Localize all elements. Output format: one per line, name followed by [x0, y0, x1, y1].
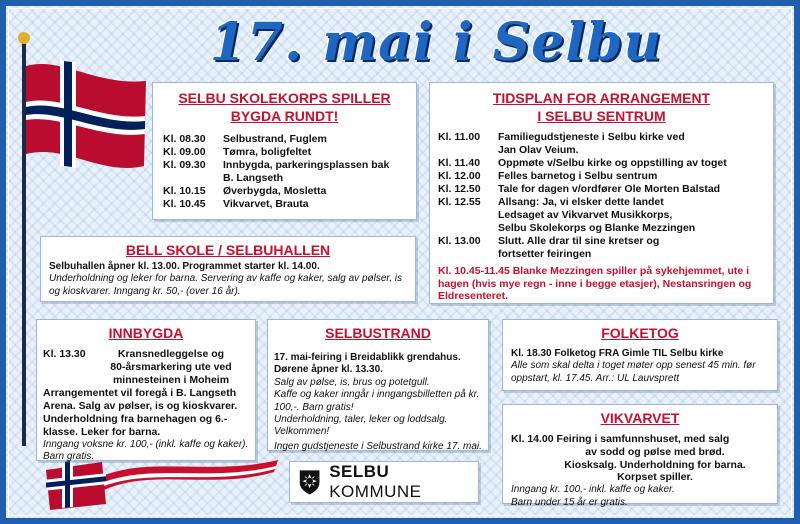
- tidsplan-time: Kl. 12.55: [438, 196, 481, 208]
- selbustrand-heading: SELBUSTRAND: [325, 325, 431, 341]
- tidsplan-event: Familiegudstjeneste i Selbu kirke ved Jan Olav Veium.: [498, 131, 685, 156]
- skolekorps-heading-line2: BYGDA RUNDT!: [230, 108, 339, 124]
- tidsplan-heading-line1: TIDSPLAN FOR ARRANGEMENT: [492, 90, 711, 106]
- panel-vikvarvet: [502, 404, 778, 508]
- tidsplan-row: [438, 131, 765, 157]
- innbygda-time: Kl. 13.30: [43, 348, 86, 360]
- selbustrand-details: Salg av pølse, is, brus og potetgull. Kaffe og kaker inngår i inngangsbilletten på kr. 100,-. Barn gratis! Underholdning, taler, leker og loddsalg. Velkommen!: [274, 376, 480, 438]
- skolekorps-event: Tømra, boligfeltet: [223, 146, 312, 158]
- tidsplan-heading-line2: I SELBU SENTRUM: [537, 108, 666, 124]
- kommune-name-bold: SELBU: [329, 462, 390, 481]
- tidsplan-time: Kl. 11.00: [438, 131, 481, 143]
- kommune-name-rest: KOMMUNE: [329, 482, 422, 501]
- tidsplan-time: Kl. 12.00: [438, 170, 481, 182]
- page-title: 17. mai i Selbu: [209, 12, 663, 73]
- tidsplan-schedule: [438, 131, 765, 261]
- bell-details: Underholdning og leker for barna. Servering av kaffe og kaker, salg av pølser, is og kioskvarer. Inngang kr. 50,- (over 16 år).: [49, 273, 402, 297]
- skolekorps-time: Kl. 09.30: [163, 159, 206, 171]
- skolekorps-event: Innbygda, parkeringsplassen bak B. Langseth: [223, 159, 390, 184]
- panel-tidsplan: [429, 82, 774, 304]
- tidsplan-row: [438, 196, 765, 235]
- skolekorps-time: Kl. 09.00: [163, 146, 206, 158]
- tidsplan-row: [438, 170, 765, 183]
- skolekorps-heading-line1: SELBU SKOLEKORPS SPILLER: [178, 90, 391, 106]
- tidsplan-event: Oppmøte v/Selbu kirke og oppstilling av toget: [498, 157, 727, 169]
- bell-heading: BELL SKOLE / SELBUHALLEN: [125, 242, 331, 258]
- innbygda-first-text: Kransnedleggelse og 80-årsmarkering ute ved minnesteinen i Moheim: [110, 348, 232, 386]
- panel-kommune-logo: [289, 461, 479, 503]
- innbygda-heading: INNBYGDA: [108, 325, 184, 341]
- folketog-body: Kl. 18.30 Folketog FRA Gimle TIL Selbu kirke: [511, 348, 724, 359]
- skolekorps-row: [163, 146, 406, 159]
- tidsplan-row: [438, 157, 765, 170]
- vikvarvet-first: [511, 433, 769, 446]
- tidsplan-time: Kl. 12.50: [438, 183, 481, 195]
- skolekorps-schedule: [163, 133, 406, 211]
- tidsplan-heading: [438, 89, 765, 125]
- selbustrand-body: 17. mai-feiring i Breidablikk grendahus. Dørene åpner kl. 13.30.: [274, 352, 461, 376]
- tidsplan-event: Felles barnetog i Selbu sentrum: [498, 170, 658, 182]
- innbygda-entry: Inngang voksne kr. 100,- (inkl. kaffe og kaker). Barn gratis.: [43, 439, 249, 463]
- innbygda-body: Arrangementet vil foregå i B. Langseth Arena. Salg av pølser, is og kioskvarer. Underholdning fra barnehagen og 6.-klasse. Leker for barna.: [43, 387, 238, 438]
- panel-selbustrand: [267, 319, 489, 451]
- bell-opening: Selbuhallen åpner kl. 13.00. Programmet starter kl. 14.00.: [49, 261, 320, 272]
- vikvarvet-first-text: Feiring i samfunnshuset, med salg: [556, 433, 730, 445]
- vikvarvet-entry: Inngang kr. 100,- inkl. kaffe og kaker. Barn under 15 år er gratis.: [511, 484, 675, 508]
- innbygda-first: [43, 348, 249, 387]
- skolekorps-time: Kl. 10.45: [163, 198, 206, 210]
- skolekorps-row: [163, 185, 406, 198]
- tidsplan-event: Slutt. Alle drar til sine kretser og fortsetter feiringen: [498, 235, 660, 260]
- vikvarvet-time: Kl. 14.00: [511, 433, 554, 445]
- skolekorps-time: Kl. 10.15: [163, 185, 206, 197]
- selbu-coat-of-arms-icon: [298, 467, 321, 497]
- panel-skolekorps: [152, 82, 417, 220]
- folketog-heading: FOLKETOG: [601, 325, 679, 341]
- tidsplan-event: Allsang: Ja, vi elsker dette landet Ledsaget av Vikvarvet Musikkorps, Selbu Skolekorps og Blanke Mezzingen: [498, 196, 696, 234]
- tidsplan-time: Kl. 13.00: [438, 235, 481, 247]
- skolekorps-event: Vikvarvet, Brauta: [223, 198, 309, 210]
- panel-innbygda: [36, 319, 256, 461]
- skolekorps-event: Øverbygda, Mosletta: [223, 185, 327, 197]
- skolekorps-row: [163, 133, 406, 146]
- skolekorps-event: Selbustrand, Fuglem: [223, 133, 327, 145]
- tidsplan-time: Kl. 11.40: [438, 157, 481, 169]
- folketog-details: Alle som skal delta i toget møter opp senest 45 min. før oppstart, kl. 17.45. Arr.: UL Lauvsprett: [511, 360, 756, 384]
- tidsplan-event: Tale for dagen v/ordfører Ole Morten Balstad: [498, 183, 721, 195]
- selbustrand-footer: Ingen gudstjeneste i Selbustrand kirke 17. mai.: [274, 440, 482, 452]
- vikvarvet-heading: VIKVARVET: [600, 410, 680, 426]
- skolekorps-time: Kl. 08.30: [163, 133, 206, 145]
- vikvarvet-body: av sodd og pølse med brød. Kiosksalg. Underholdning for barna. Korpset spiller.: [564, 445, 746, 484]
- tidsplan-note: Kl. 10.45-11.45 Blanke Mezzingen spiller på sykehjemmet, ute i hagen (hvis mye regn - inne i begge etasjer), Nestansringen og Eldresenteret.: [438, 265, 752, 302]
- tidsplan-row: [438, 183, 765, 196]
- kommune-name: [329, 462, 470, 502]
- panel-folketog: [502, 319, 778, 391]
- panel-bell-skole: [40, 236, 416, 302]
- skolekorps-row: [163, 198, 406, 211]
- skolekorps-row: [163, 159, 406, 185]
- tidsplan-row: [438, 235, 765, 261]
- skolekorps-heading: [163, 89, 406, 125]
